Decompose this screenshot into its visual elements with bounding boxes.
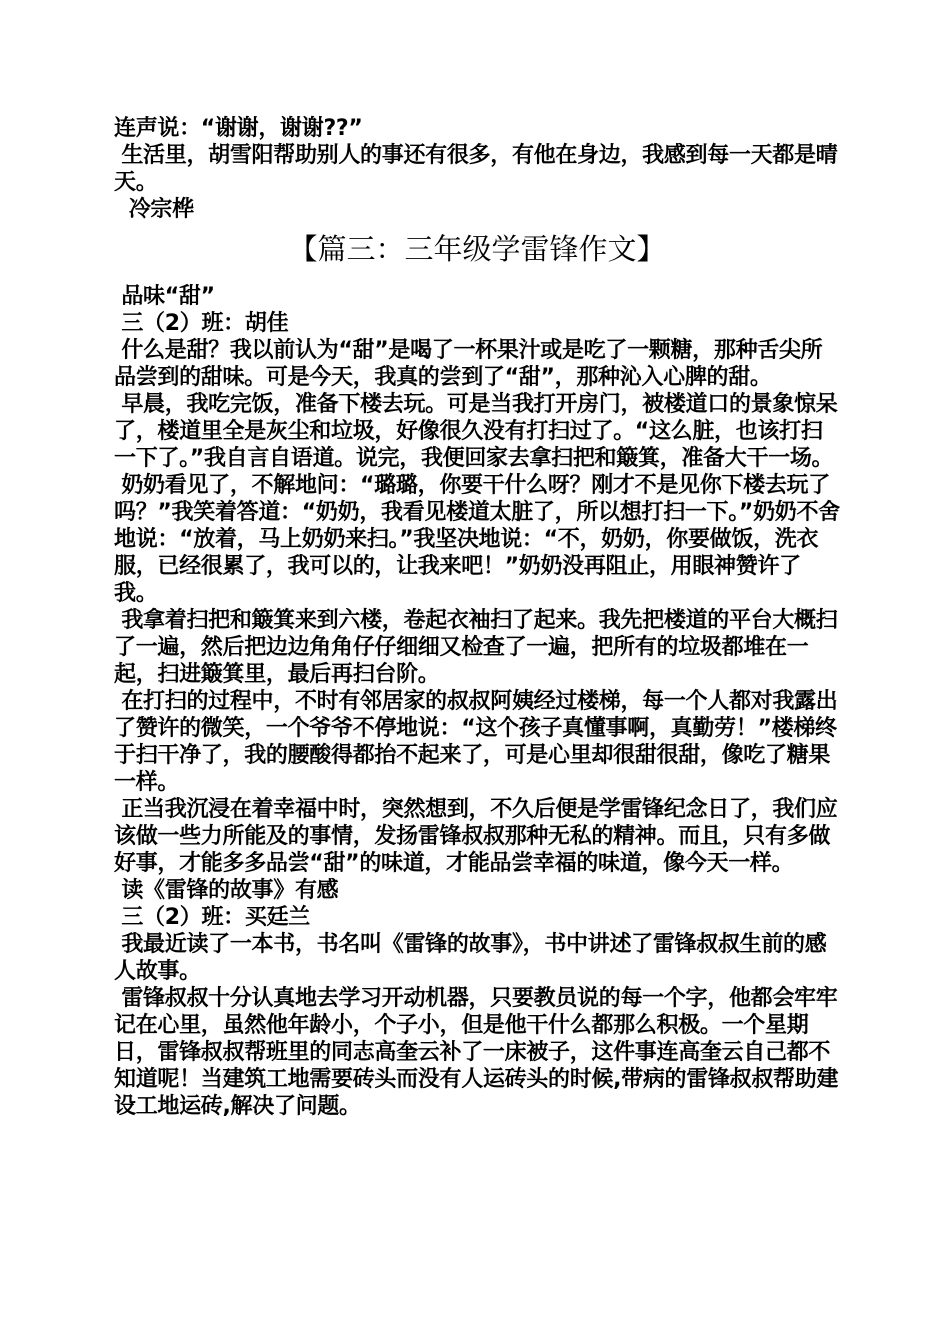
author-line: 三（2）班：胡佳 bbox=[114, 311, 289, 336]
paragraph: 雷锋叔叔十分认真地去学习开动机器，只要教员说的每一个字，他都会牢牢记在心里，虽然他年龄小，个子小，但是他干什么都那么积极。一个星期日，雷锋叔叔帮班里的同志高奎云补了一床被子，这件事连高奎云自己都不知道呢！当建筑工地需要砖头而没有人运砖头的时候,带病的雷锋叔叔帮助建设工地运砖,解决了问题。 bbox=[114, 986, 839, 1119]
paragraph: 正当我沉浸在着幸福中时，突然想到，不久后便是学雷锋纪念日了，我们应该做一些力所能及的事情，发扬雷锋叔叔那种无私的精神。而且，只有多做好事，才能多多品尝“甜”的味道，才能品尝幸福的味道，像今天一样。 bbox=[114, 797, 838, 876]
paragraph: 生活里，胡雪阳帮助别人的事还有很多，有他在身边，我感到每一天都是晴天。 bbox=[114, 143, 838, 195]
paragraph: 连声说：“谢谢，谢谢??” bbox=[114, 116, 363, 141]
paragraph: 早晨，我吃完饭，准备下楼去玩。可是当我打开房门，被楼道口的景象惊呆了，楼道里全是灰尘和垃圾，好像很久没有打扫过了。“这么脏，也该打扫一下了。”我自言自语道。说完，我便回家去拿扫把和簸箕，准备大干一场。 bbox=[114, 392, 838, 471]
document-page bbox=[114, 115, 840, 1120]
essay-title: 品味“甜” bbox=[114, 284, 215, 309]
paragraph: 我最近读了一本书，书名叫《雷锋的故事》，书中讲述了雷锋叔叔生前的感人故事。 bbox=[114, 932, 827, 984]
author-name: 冷宗桦 bbox=[114, 197, 194, 222]
paragraph: 什么是甜？我以前认为“甜”是喝了一杯果汁或是吃了一颗糖，那种舌尖所品尝到的甜味。可是今天，我真的尝到了“甜”，那种沁入心脾的甜。 bbox=[114, 338, 823, 390]
section-title: 【篇三：三年级学雷锋作文】 bbox=[288, 232, 666, 266]
essay-title: 读《雷锋的故事》有感 bbox=[114, 878, 339, 903]
author-line: 三（2）班：买廷兰 bbox=[114, 905, 310, 930]
paragraph: 奶奶看见了，不解地问：“璐璐，你要干什么呀？刚才不是见你下楼去玩了吗？”我笑着答道：“奶奶，我看见楼道太脏了，所以想打扫一下。”奶奶不舍地说：“放着，马上奶奶来扫。”我坚决地说：“不，奶奶，你要做饭，洗衣服，已经很累了，我可以的，让我来吧！”奶奶没再阻止，用眼神赞许了我。 bbox=[114, 473, 840, 606]
paragraph: 我拿着扫把和簸箕来到六楼，卷起衣袖扫了起来。我先把楼道的平台大概扫了一遍，然后把边边角角仔仔细细又检查了一遍，把所有的垃圾都堆在一起，扫进簸箕里，最后再扫台阶。 bbox=[114, 608, 838, 687]
paragraph: 在打扫的过程中，不时有邻居家的叔叔阿姨经过楼梯，每一个人都对我露出了赞许的微笑，一个爷爷不停地说：“这个孩子真懂事啊，真勤劳！”楼梯终于扫干净了，我的腰酸得都抬不起来了，可是心里却很甜很甜，像吃了糖果一样。 bbox=[114, 689, 838, 795]
